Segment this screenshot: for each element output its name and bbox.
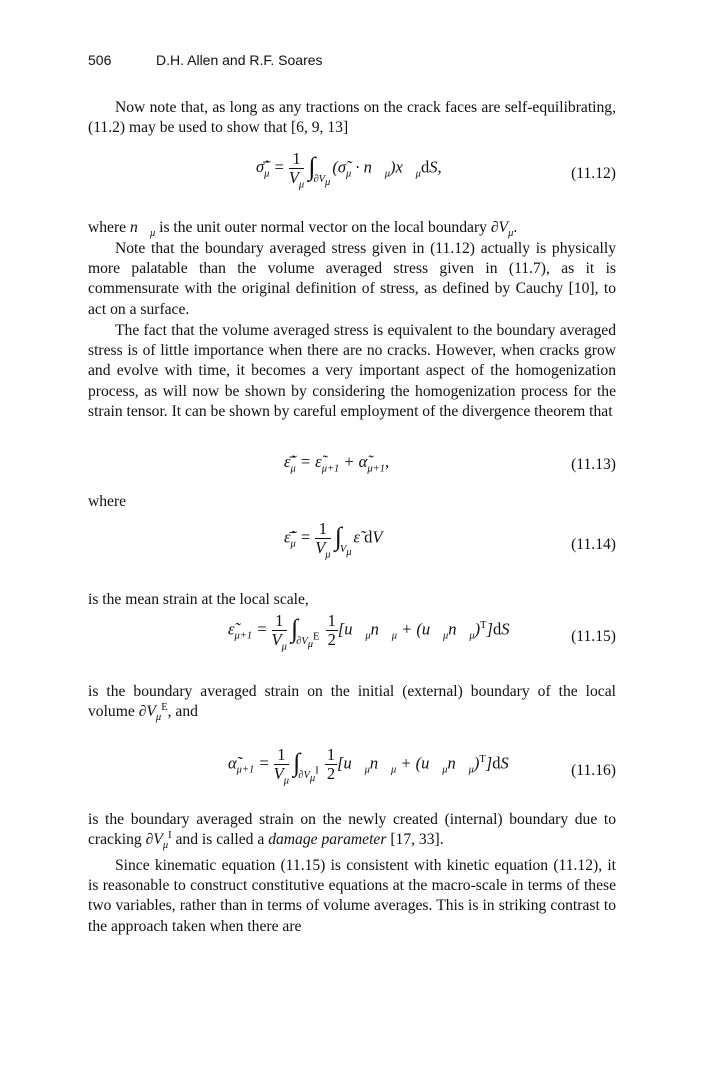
damage-parameter-term: damage parameter xyxy=(268,831,387,849)
equation-body: $\sigmã̄_\mu$ = $\frac{1}{V_\mu}$ $\int_{\partial V_\mu}(\sigmã_\mu$ · $n⃗_\mu)x⃗_\mu dS$, xyxy=(256,149,442,191)
equation-number: (11.15) xyxy=(571,628,616,645)
paragraph-internal-boundary: is the boundary averaged strain on the newly created (internal) boundary due to cracking $\partial V_\mu^I$ and is called a damage parameter [17, 33]. xyxy=(88,811,616,852)
paragraph-normal-vector: where $n⃗_\mu$ is the unit outer normal vector on the local boundary $\partial V_\mu$. xyxy=(88,219,518,240)
equation-body: $\alphã_{\mu+1}$ = $\frac{1}{V_\mu}$ $\int_{\partial V_\mu^I}$ $\frac{1}{2}$ [$u⃗_\mu n⃗_\mu$ + $(u⃗_\mu n⃗_\mu)^T]dS$ xyxy=(228,745,509,787)
equation-body: $\varepsiloñ_{\mu+1}$ = $\frac{1}{V_\mu}$ $\int_{\partial V_\mu^E}$ $\frac{1}{2}$ [$u⃗_\mu n⃗_\mu$ + $(u⃗_\mu n⃗_\mu)^T]dS$ xyxy=(228,611,510,653)
equation-number: (11.12) xyxy=(571,165,616,182)
equation-number: (11.13) xyxy=(571,456,616,473)
equation-number: (11.14) xyxy=(571,536,616,553)
page-number: 506 xyxy=(88,52,112,68)
equation-body: $\varepsiloñ̄_\mu$ = $\frac{1}{V_\mu}$ $\int_{V_\mu}\varepsiloñ$ dV xyxy=(284,519,383,561)
paragraph-where: where xyxy=(88,493,127,510)
equation-11-16 xyxy=(88,746,616,798)
equation-11-12 xyxy=(88,150,616,202)
paragraph-cracks: The fact that the volume averaged stress is equivalent to the boundary averaged stress is of little importance when there are no cracks. However, when cracks grow and evolve with time, it becomes a very important aspect of the homogenization process, as will now be shown by considering the homogenization process for the strain tensor. It can be shown by careful employment of the divergence theorem that xyxy=(88,322,616,420)
running-header xyxy=(88,52,618,74)
paragraph-kinematic: Since kinematic equation (11.15) is consistent with kinetic equation (11.12), it is reasonable to construct constitutive equations at the macro-scale in terms of these two variables, rather than in terms of volume averages. This is in striking contrast to the approach taken when there are xyxy=(88,857,616,935)
paragraph-boundary-stress: Note that the boundary averaged stress given in (11.12) actually is physically more palatable than the volume averaged stress given in (11.7), as it is commensurate with the original definition of stress, as defined by Cauchy [10], to act on a surface. xyxy=(88,240,616,318)
paragraph-traction: Now note that, as long as any tractions on the crack faces are self-equilibrating, (11.2) may be used to show that [6, 9, 13] xyxy=(88,99,616,137)
paragraph-external-boundary: is the boundary averaged strain on the initial (external) boundary of the local volume $\partial V_\mu^E$, and xyxy=(88,683,616,724)
running-header-authors: D.H. Allen and R.F. Soares xyxy=(156,52,323,68)
equation-11-14 xyxy=(88,520,616,572)
equation-number: (11.16) xyxy=(571,762,616,779)
equation-body: $\varepsiloñ̄_\mu$ = $\varepsiloñ_{\mu+1}$ + $\alphã_{\mu+1}$, xyxy=(284,452,390,475)
equation-11-15 xyxy=(88,612,616,664)
paragraph-mean-strain: is the mean strain at the local scale, xyxy=(88,591,309,608)
equation-11-13 xyxy=(88,444,616,496)
